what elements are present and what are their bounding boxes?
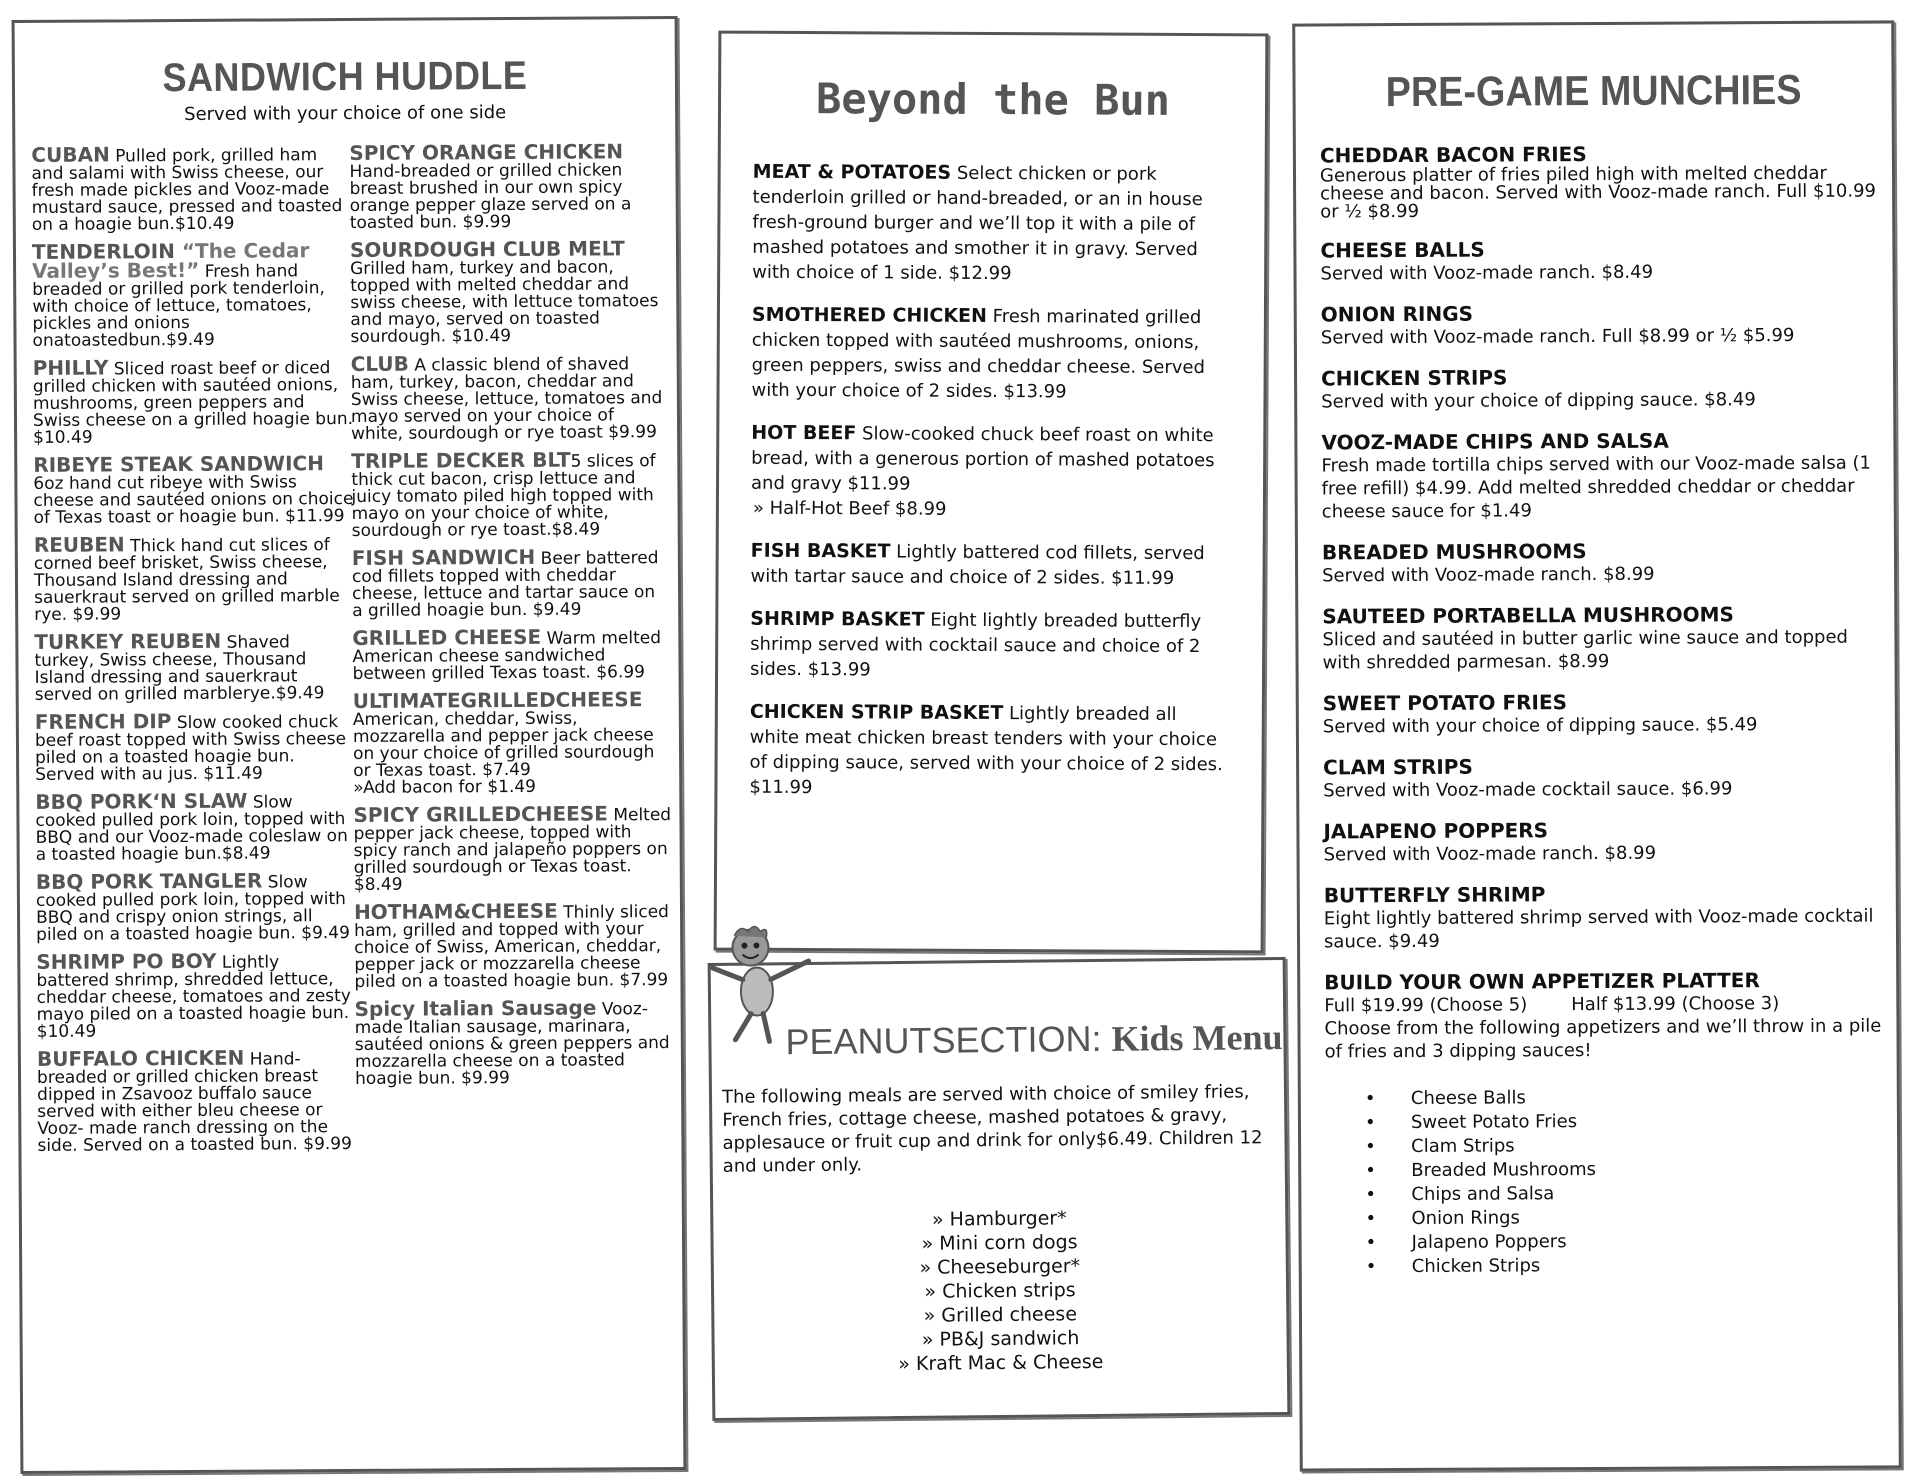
- item-desc: Eight lightly battered shrimp served with Vooz-made cocktail sauce. $9.49: [1323, 905, 1874, 953]
- item-name: SPICY ORANGE CHICKEN: [349, 139, 624, 165]
- menu-item: [34, 709, 355, 785]
- platter-option: • Cheese Balls: [1365, 1084, 1885, 1111]
- menu-item: [352, 687, 672, 798]
- sandwich-subtitle: Served with your choice of one side: [184, 102, 507, 125]
- item-note: » Half-Hot Beef $8.99: [752, 497, 947, 520]
- item-desc: A classic blend of shaved ham, turkey, bacon, cheddar and Swiss cheese, lettuce, tomatoes and mayo served on your choice of white, sourdough or rye toast $9.99: [350, 354, 663, 444]
- beyond-the-bun-panel: [714, 31, 1269, 954]
- item-desc: Vooz-made Italian sausage, marinara, sautéed onions & green peppers and mozzarella cheese on a toasted hoagie bun. $9.99: [354, 999, 670, 1089]
- item-desc: Select chicken or pork tenderloin grilled or hand-breaded, or an in house fresh-ground burger and we’ll top it with a pile of mashed potatoes and smother it in gravy. Served with choice of 1 side. $12.99: [752, 162, 1203, 285]
- menu-item: [349, 139, 668, 233]
- kids-item: » Kraft Mac & Cheese: [898, 1350, 1104, 1376]
- item-desc: Lightly battered cod fillets, served with tartar sauce and choice of 2 sides. $11.99: [750, 541, 1205, 589]
- item-desc: Thinly sliced ham, grilled and topped with your choice of Swiss, American, cheddar, pepper jack or mozzarella cheese piled on a toasted hoagie bun. $7.99: [354, 902, 669, 992]
- item-name: PHILLY: [32, 355, 109, 380]
- item-name: BUFFALO CHICKEN: [36, 1045, 245, 1071]
- menu-item: [1322, 603, 1882, 675]
- item-desc: Fresh made tortilla chips served with our Vooz-made salsa (1 free refill) $4.99. Add melted shredded cheddar or cheddar cheese sauce for $1.49: [1321, 452, 1871, 523]
- item-desc: Hand-breaded or grilled chicken breast dipped in Zsavooz buffalo sauce served with either bleu cheese or Vooz- made ranch dressing on the side. Served on a toasted bun. $9.99: [36, 1049, 352, 1156]
- kids-title-menu: Kids Menu: [1111, 1017, 1283, 1059]
- platter-option: • Clam Strips: [1365, 1132, 1885, 1159]
- menu-item: [1321, 301, 1881, 350]
- item-desc: Slow cooked chuck beef roast topped with Swiss cheese piled on a toasted hoagie bun. Served with au jus. $11.49: [34, 712, 347, 785]
- item-name: FISH BASKET: [750, 539, 891, 563]
- kids-item: » PB&J sandwich: [921, 1327, 1080, 1351]
- platter-half-price: Half $13.99 (Choose 3): [1571, 993, 1780, 1016]
- kids-menu-panel: [708, 957, 1291, 1421]
- item-desc: Sliced and sautéed in butter garlic wine sauce and topped with shredded parmesan. $8.99: [1322, 626, 1848, 674]
- item-desc: Fresh hand breaded or grilled pork tenderloin, with choice of lettuce, tomatoes, pickles and onions onatoastedbun.$9.49: [32, 261, 325, 351]
- item-desc: Melted pepper jack cheese, topped with spicy ranch and jalapeño poppers on grilled sourdough or Texas toast. $8.49: [353, 805, 672, 895]
- item-name: ONION RINGS: [1320, 301, 1474, 327]
- menu-item: [749, 700, 1230, 803]
- platter-desc: Choose from the following appetizers and we’ll throw in a pile of fries and 3 dipping sauces!: [1324, 1015, 1882, 1063]
- item-desc: Served with Vooz-made ranch. $8.49: [1320, 261, 1654, 285]
- platter-item: [1324, 968, 1886, 1279]
- menu-item: [1320, 237, 1880, 286]
- pregame-munchies-panel: [1292, 20, 1902, 1471]
- item-name: JALAPENO POPPERS: [1323, 818, 1549, 844]
- item-name: CHICKEN STRIPS: [1321, 365, 1508, 391]
- item-name: BREADED MUSHROOMS: [1321, 539, 1587, 565]
- kids-item: » Cheeseburger*: [919, 1255, 1081, 1279]
- menu-item: [750, 539, 1230, 592]
- item-name: ULTIMATEGRILLEDCHEESE: [352, 687, 643, 713]
- item-desc: Fresh marinated grilled chicken topped with sautéed mushrooms, onions, green peppers, swiss and cheddar cheese. Served with your choice of 2 sides. $13.99: [751, 305, 1206, 403]
- item-desc: Served with your choice of dipping sauce. $8.49: [1321, 389, 1756, 413]
- item-name: FISH SANDWICH: [351, 544, 536, 570]
- menu-item: [35, 788, 355, 865]
- platter-option: • Onion Rings: [1365, 1204, 1885, 1231]
- menu-item: [751, 421, 1232, 524]
- menu-item: [351, 447, 670, 541]
- item-name: MEAT & POTATOES: [752, 160, 952, 184]
- menu-item: [1320, 142, 1880, 222]
- item-name: SHRIMP BASKET: [750, 607, 925, 631]
- kids-description: The following meals are served with choice of smiley fries, French fries, cottage cheese, mashed potatoes & gravy, applesauce or fruit cup and drink for only$6.49. Children 12 and under only.: [721, 1081, 1263, 1177]
- item-name: TRIPLE DECKER BLT: [351, 447, 571, 473]
- item-desc: Hand-breaded or grilled chicken breast brushed in our own spicy orange pepper glaze served on a toasted bun. $9.99: [349, 160, 632, 233]
- kids-item: » Grilled cheese: [923, 1303, 1078, 1327]
- item-desc: Served with Vooz-made ranch. $8.99: [1322, 563, 1655, 587]
- item-desc: Pulled pork, grilled ham and salami with Swiss cheese, our fresh made pickles and Vooz-made mustard sauce, pressed and toasted on a hoagie bun.$10.49: [31, 145, 343, 235]
- menu-item: [1321, 365, 1881, 414]
- menu-item: [350, 351, 670, 444]
- kids-item: » Chicken strips: [924, 1279, 1076, 1303]
- platter-name: BUILD YOUR OWN APPETIZER PLATTER: [1324, 968, 1760, 995]
- item-name: CLUB: [350, 351, 409, 376]
- menu-item: [1324, 882, 1884, 954]
- menu-item: [351, 544, 670, 621]
- item-name: HOT BEEF: [751, 421, 857, 445]
- menu-item: [353, 801, 672, 895]
- platter-option: • Chicken Strips: [1366, 1252, 1886, 1279]
- menu-item: [32, 355, 354, 448]
- platter-option: • Breaded Mushrooms: [1365, 1156, 1885, 1183]
- kids-item: » Mini corn dogs: [921, 1231, 1078, 1255]
- item-desc: Beer battered cod fillets topped with cheddar cheese, lettuce and tartar sauce on a grilled hoagie bun. $9.49: [351, 548, 659, 621]
- item-name: RIBEYE STEAK SANDWICH: [33, 451, 325, 477]
- item-name: TURKEY REUBEN: [34, 628, 222, 654]
- item-desc: Eight lightly breaded butterfly shrimp served with cocktail sauce and choice of 2 sides. $13.99: [750, 609, 1202, 681]
- menu-item: [31, 142, 352, 235]
- item-name: BUTTERFLY SHRIMP: [1323, 882, 1546, 908]
- menu-item: [35, 868, 356, 945]
- kids-title: [785, 1016, 1283, 1063]
- item-desc: Slow-cooked chuck beef roast on white bread, with a generous portion of mashed potatoes and gravy $11.99: [750, 423, 1215, 495]
- item-desc: Served with Vooz-made ranch. Full $8.99 or ½ $5.99: [1320, 324, 1795, 349]
- item-name: GRILLED CHEESE: [352, 624, 542, 650]
- menu-item: [1322, 539, 1882, 588]
- item-name: TENDERLOIN: [31, 239, 175, 264]
- pregame-title: PRE-GAME MUNCHIES: [1385, 65, 1802, 116]
- menu-item: [354, 995, 674, 1089]
- menu-item: [33, 451, 354, 528]
- item-name: SWEET POTATO FRIES: [1322, 690, 1568, 716]
- item-desc: American, cheddar, Swiss, mozzarella and pepper jack cheese on your choice of grilled sourdough or Texas toast. $7.49: [352, 708, 655, 781]
- item-tagline: “The Cedar Valley’s Best!”: [32, 238, 310, 283]
- item-desc: Thick hand cut slices of corned beef brisket, Swiss cheese, Thousand Island dressing and sauerkraut served on grilled marble rye. $9.99: [33, 535, 340, 625]
- item-name: CLAM STRIPS: [1323, 754, 1473, 780]
- item-note: »Add bacon for $1.49: [353, 776, 537, 798]
- menu-item: [33, 532, 355, 625]
- item-desc: Slow cooked pulled pork loin, topped with BBQ and our Vooz-made coleslaw on a toasted hoagie bun.$8.49: [35, 792, 348, 865]
- menu-item: [751, 303, 1232, 406]
- item-name: SMOTHERED CHICKEN: [751, 303, 988, 327]
- item-name: CHEDDAR BACON FRIES: [1319, 142, 1587, 168]
- item-desc: Served with Vooz-made ranch. $8.99: [1323, 842, 1657, 866]
- menu-item: [353, 898, 673, 992]
- menu-item: [752, 160, 1233, 288]
- menu-item: [31, 238, 353, 351]
- menu-item: [1321, 429, 1881, 524]
- item-name: SHRIMP PO BOY: [36, 948, 217, 974]
- platter-options: [1365, 1084, 1886, 1279]
- item-desc: Warm melted American cheese sandwiched between grilled Texas toast. $6.99: [352, 628, 662, 684]
- item-name: VOOZ-MADE CHIPS AND SALSA: [1321, 428, 1669, 455]
- item-name: CHICKEN STRIP BASKET: [749, 700, 1004, 725]
- menu-item: [36, 948, 357, 1042]
- platter-option: • Chips and Salsa: [1365, 1180, 1885, 1207]
- menu-item: [750, 607, 1230, 685]
- item-name: HOTHAM&CHEESE: [353, 898, 558, 924]
- pregame-list: [1320, 142, 1886, 1298]
- item-name: SPICY GRILLEDCHEESE: [353, 801, 608, 827]
- menu-item: [34, 628, 354, 705]
- item-name: FRENCH DIP: [34, 709, 172, 734]
- item-desc: 5 slices of thick cut bacon, crisp lettuce and juicy tomato piled high topped with mayo on your choice of white, sourdough or rye toast.$8.49: [351, 451, 656, 541]
- item-desc: 6oz hand cut ribeye with Swiss cheese and sautéed onions on choice of Texas toast or hoagie bun. $11.99: [33, 472, 354, 528]
- menu-item: [1323, 690, 1883, 739]
- menu-item: [36, 1045, 358, 1156]
- platter-full-price: Full $19.99 (Choose 5): [1324, 994, 1528, 1017]
- platter-prices: [1324, 991, 1884, 1017]
- bun-title: Beyond the Bun: [815, 74, 1171, 125]
- menu-item: [1323, 754, 1883, 803]
- platter-option: • Sweet Potato Fries: [1365, 1108, 1885, 1135]
- item-name: Spicy Italian Sausage: [354, 995, 597, 1021]
- item-name: SAUTEED PORTABELLA MUSHROOMS: [1322, 602, 1734, 629]
- item-desc: Shaved turkey, Swiss cheese, Thousand Island dressing and sauerkraut served on grilled marblerye.$9.49: [34, 632, 325, 705]
- sandwich-right-column: [349, 139, 673, 1098]
- menu-item: [1323, 818, 1883, 867]
- item-desc: Slow cooked pulled pork loin, topped with BBQ and crispy onion strings, all piled on a toasted hoagie bun. $9.49: [35, 872, 350, 945]
- item-name: BBQ PORK‘N SLAW: [35, 788, 248, 814]
- item-desc: Served with Vooz-made cocktail sauce. $6.99: [1323, 778, 1733, 802]
- menu-item: [349, 236, 669, 347]
- item-desc: Lightly breaded all white meat chicken breast tenders with your choice of dipping sauce, served with your choice of 2 sides. $11.99: [749, 703, 1223, 799]
- item-desc: Generous platter of fries piled high with melted cheddar cheese and bacon. Served with Vooz-made ranch. Full $10.99 or ½ $8.99: [1319, 162, 1877, 223]
- item-name: REUBEN: [33, 532, 125, 557]
- item-desc: Grilled ham, turkey and bacon, topped with melted cheddar and swiss cheese, with lettuce tomatoes and mayo, served on toasted sourdough. $10.49: [350, 257, 659, 347]
- item-name: CHEESE BALLS: [1320, 237, 1485, 263]
- item-name: SOURDOUGH CLUB MELT: [349, 236, 625, 262]
- sandwich-left-column: [31, 142, 357, 1165]
- item-desc: Lightly battered shrimp, shredded lettuce, cheddar cheese, tomatoes and zesty mayo piled on a toasted hoagie bun. $10.49: [36, 952, 351, 1042]
- item-desc: Sliced roast beef or diced grilled chicken with sautéed onions, mushrooms, green peppers and Swiss cheese on a grilled hoagie bun. $10.49: [32, 358, 354, 448]
- item-desc: Served with your choice of dipping sauce. $5.49: [1322, 714, 1758, 738]
- platter-option: • Jalapeno Poppers: [1366, 1228, 1886, 1255]
- kids-item-list: [713, 1204, 1287, 1378]
- kids-item: » Hamburger*: [931, 1207, 1067, 1231]
- bun-list: [749, 160, 1232, 821]
- sandwich-title: SANDWICH HUDDLE: [162, 53, 528, 101]
- menu-item: [352, 624, 670, 684]
- sandwich-huddle-panel: [12, 16, 687, 1474]
- item-name: CUBAN: [31, 142, 110, 167]
- kids-title-section: PEANUTSECTION:: [785, 1017, 1112, 1063]
- item-name: BBQ PORK TANGLER: [35, 868, 263, 894]
